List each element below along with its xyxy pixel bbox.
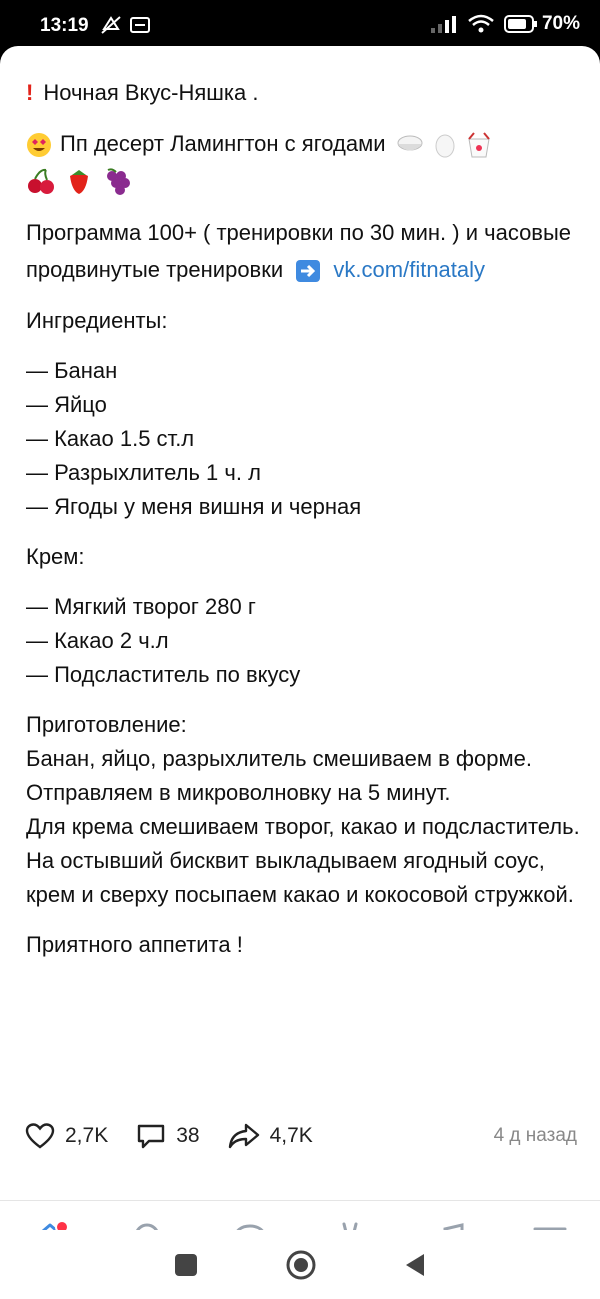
home-button-icon[interactable] (285, 1249, 317, 1281)
cream-heading: Крем: (26, 544, 85, 569)
notification-icon (130, 16, 150, 34)
list-item: — Подсластитель по вкусу (26, 662, 301, 687)
list-item: — Мягкий творог 280 г (26, 594, 256, 619)
like-button[interactable] (25, 1122, 108, 1150)
system-nav-bar (0, 1230, 600, 1299)
list-item: — Какао 1.5 ст.л (26, 426, 195, 451)
post-sheet (0, 46, 600, 1299)
post-title-line: Ночная Вкус-Няшка . (43, 80, 259, 105)
rice-bowl-emoji-icon (396, 133, 424, 157)
prep-paragraph: На остывший бисквит выкладываем ягодный соус, крем и сверху посыпаем какао и кокосовой стружкой. (26, 848, 574, 907)
comment-count: 38 (176, 1124, 200, 1147)
program-link[interactable]: vk.com/fitnataly (333, 257, 486, 282)
prep-paragraph: Для крема смешиваем творог, какао и подсластитель. (26, 814, 580, 839)
list-item: — Какао 2 ч.л (26, 628, 169, 653)
status-bar: 13:19 70% (0, 0, 600, 52)
wifi-icon (468, 14, 494, 34)
dessert-line: Пп десерт Ламингтон с ягодами (60, 131, 386, 156)
comment-icon (136, 1122, 166, 1150)
list-item: — Разрыхлитель 1 ч. л (26, 460, 261, 485)
post-time-ago: 4 д назад (493, 1125, 577, 1146)
exclamation-icon: ! (26, 80, 34, 105)
share-count: 4,7K (269, 1124, 313, 1147)
back-icon[interactable] (403, 1252, 427, 1278)
grapes-emoji-icon (102, 166, 132, 196)
heart-eyes-emoji-icon (26, 132, 52, 158)
prep-paragraph: Банан, яйцо, разрыхлитель смешиваем в форме. Отправляем в микроволновку на 5 минут. (26, 746, 532, 805)
ingredients-heading: Ингредиенты: (26, 308, 168, 333)
closing-text: Приятного аппетита ! (26, 932, 243, 957)
post-body (26, 76, 581, 962)
egg-emoji-icon (434, 132, 456, 158)
post-actions (25, 1116, 577, 1156)
like-count: 2,7K (65, 1124, 109, 1147)
program-text: Программа 100+ ( тренировки по 30 мин. ) и часовые продвинутые тренировки (26, 220, 572, 282)
share-button[interactable] (228, 1122, 313, 1150)
status-time: 13:19 (40, 15, 89, 36)
share-icon (228, 1122, 260, 1150)
list-item: — Ягоды у меня вишня и черная (26, 494, 362, 519)
strawberry-emoji-icon (66, 167, 92, 195)
cherries-emoji-icon (26, 167, 56, 195)
prep-heading: Приготовление: (26, 712, 187, 737)
mute-alarm-icon (100, 15, 122, 35)
battery-icon (504, 15, 538, 33)
heart-icon (25, 1122, 55, 1150)
list-item: — Яйцо (26, 392, 107, 417)
signal-icon (430, 14, 458, 34)
battery-level: 70 (541, 13, 564, 34)
takeout-box-emoji-icon (466, 131, 492, 159)
right-arrow-emoji-icon (295, 259, 321, 283)
list-item: — Банан (26, 358, 118, 383)
comment-button[interactable] (136, 1122, 199, 1150)
recent-apps-icon[interactable] (173, 1252, 199, 1278)
